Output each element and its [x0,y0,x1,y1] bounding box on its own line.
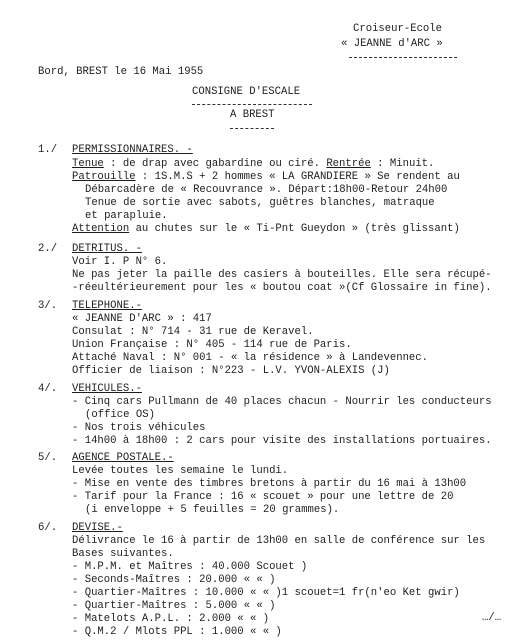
title-rule [192,104,312,105]
section-2-title: DETRITUS. - [72,243,142,255]
section-4-line-1: - Cinq cars Pullmann de 40 places chacun - Nourrir les conducteurs [72,396,492,408]
rentree-text: : Minuit. [370,158,435,170]
patrouille-label: Patrouille [72,171,136,183]
section-2-number: 2./ [38,243,58,255]
document-title: CONSIGNE D'ESCALE [192,86,301,98]
section-6-line-1: Délivrance le 16 à partir de 13h00 en salle de conférence sur les [72,535,486,547]
rentree-label: Rentrée [326,158,371,170]
section-5-line-1: Levée toutes les semaine le lundi. [72,465,289,477]
section-2-line-2: Ne pas jeter la paille des casiers à bouteilles. Elle sera récupé- [72,269,492,281]
section-3-line-3: Union Française : N° 405 - 114 rue de Paris. [72,339,352,351]
section-6-row-4: - Quartier-Maîtres : 5.000 « « ) [72,600,276,612]
attention-text: au chutes sur le « Ti-Pnt Gueydon » (très glissant) [129,223,460,235]
section-5-number: 5/. [38,452,58,464]
section-1-line-6 [72,223,460,236]
subtitle-rule [230,128,274,129]
section-4-title: VEHICULES.- [72,383,142,395]
section-6-row-3: - Quartier-Maîtres : 10.000 « « )1 scouet=1 fr(n'eo Ket gwir) [72,587,460,599]
section-1-number: 1./ [38,144,58,156]
section-1-line-2 [72,171,460,184]
section-4-line-2: (office OS) [85,409,155,421]
section-1-line-4: Tenue de sortie avec sabots, guêtres blanches, matraque [85,197,435,209]
section-2-line-3: -réeultérieurement pour les « boutou coat »(Cf Glossaire in fine). [72,282,492,294]
section-6-title: DEVISE.- [72,522,123,534]
ship-type: Croiseur-Ecole [353,23,443,35]
section-5-line-4: (i enveloppe + 5 feuilles = 20 grammes). [85,504,340,516]
section-2-line-1: Voir I. P N° 6. [72,256,168,268]
attention-label: Attention [72,223,130,235]
section-4-line-3: - Nos trois véhicules [72,422,206,434]
section-1-line-1 [72,158,434,171]
ship-name: « JEANNE d'ARC » [341,38,443,50]
section-3-number: 3/. [38,300,58,312]
continuation-mark: …/… [482,612,502,624]
section-4-number: 4/. [38,383,58,395]
place-date: Bord, BREST le 16 Mai 1955 [38,66,204,78]
section-5-title: AGENCE POSTALE.- [72,452,174,464]
section-5-line-2: - Mise en vente des timbres bretons à partir du 16 mai à 13h00 [72,478,467,490]
section-4-line-4: - 14h00 à 18h00 : 2 cars pour visite des installations portuaires. [72,435,492,447]
ship-name-rule [349,57,457,58]
section-3-line-4: Attaché Naval : N° 001 - « la résidence » à Landevennec. [72,352,429,364]
tenue-text: : de drap avec gabardine ou ciré. [103,158,327,170]
section-1-title: PERMISSIONNAIRES. - [72,144,193,156]
section-3-line-5: Officier de liaison : N°223 - L.V. YVON-ALEXIS (J) [72,365,390,377]
section-6-row-5: - Matelots A.P.L. : 2.000 « « ) [72,613,270,625]
section-3-line-2: Consulat : N° 714 - 31 rue de Keravel. [72,326,314,338]
patrouille-text: : 1S.M.S + 2 hommes « LA GRANDIERE » Se rendent au [135,171,460,183]
section-5-line-3: - Tarif pour la France : 16 « scouet » pour une lettre de 20 [72,491,454,503]
section-6-row-2: - Seconds-Maîtres : 20.000 « « ) [72,574,276,586]
section-6-line-2: Bases suivantes. [72,548,174,560]
section-1-line-3: Débarcadère de « Recouvrance ». Départ:18h00-Retour 24h00 [85,184,448,196]
section-6-number: 6/. [38,522,58,534]
document-subtitle: A BREST [230,109,275,121]
section-3-line-1: « JEANNE D'ARC » : 417 [72,313,212,325]
section-3-title: TELEPHONE.- [72,300,142,312]
section-1-line-5: et parapluie. [85,210,168,222]
tenue-label: Tenue [72,158,104,170]
section-6-row-1: - M.P.M. et Maîtres : 40.000 Scouet ) [72,561,308,573]
section-6-row-6: - Q.M.2 / Mlots PPL : 1.000 « « ) [72,626,282,638]
